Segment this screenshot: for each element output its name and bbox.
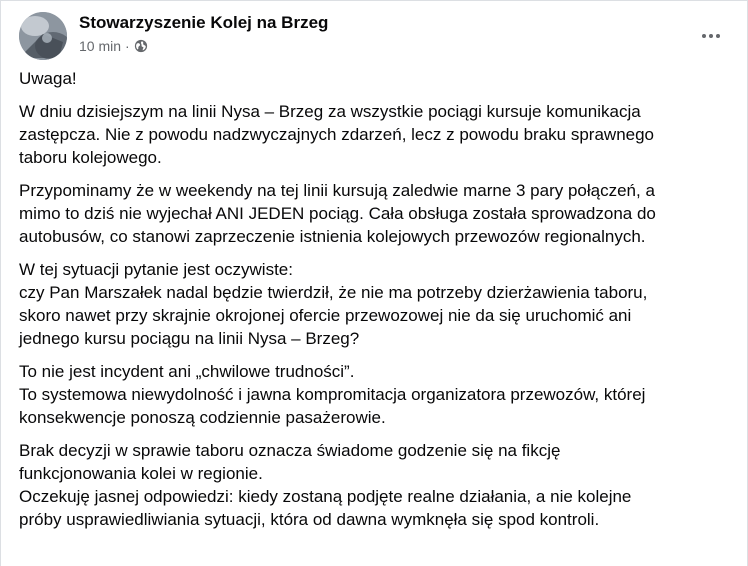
avatar[interactable] xyxy=(19,12,67,60)
post-paragraph: W dniu dzisiejszym na linii Nysa – Brzeg za wszystkie pociągi kursuje komunikacja zastępcza. Nie z powodu nadzwyczajnych zdarzeń, lecz z powodu braku sprawnego taboru kolejowego. xyxy=(19,102,655,167)
globe-icon[interactable] xyxy=(134,39,148,53)
more-options-button[interactable] xyxy=(693,18,729,54)
post-paragraph: Brak decyzji w sprawie taboru oznacza świadome godzenie się na fikcję funkcjonowania kolei w regionie. Oczekuję jasnej odpowiedzi: kiedy zostaną podjęte realne działania, a nie kolejne próby usprawiedliwiania sytuacji, która od dawna wymknęła się spod kontroli. xyxy=(19,441,632,529)
post-header xyxy=(19,12,729,62)
more-options-icon xyxy=(702,34,720,38)
post-meta xyxy=(79,38,148,54)
post-paragraph: To nie jest incydent ani „chwilowe trudności”. To systemowa niewydolność i jawna kompromitacja organizatora przewozów, której konsekwencje ponoszą codziennie pasażerowie. xyxy=(19,362,646,427)
avatar-image xyxy=(19,12,67,60)
meta-separator: · xyxy=(125,38,130,54)
post-paragraph: Uwaga! xyxy=(19,69,77,88)
post-paragraph: W tej sytuacji pytanie jest oczywiste: czy Pan Marszałek nadal będzie twierdził, że nie ma potrzeby dzierżawienia taboru, skoro nawet przy skrajnie okrojonej ofercie przewozowej nie da się uruchomić ani jednego kursu pociągu na linii Nysa – Brzeg? xyxy=(19,260,648,348)
post-paragraph: Przypominamy że w weekendy na tej linii kursują zaledwie marne 3 pary połączeń, a mimo to dziś nie wyjechał ANI JEDEN pociąg. Cała obsługa została sprowadzona do autobusów, co stanowi zaprzeczenie istnienia kolejowych przewozów regionalnych. xyxy=(19,181,656,246)
post-timestamp[interactable]: 10 min xyxy=(79,38,122,54)
author-name[interactable]: Stowarzyszenie Kolej na Brzeg xyxy=(79,13,329,32)
post-text xyxy=(19,67,731,541)
